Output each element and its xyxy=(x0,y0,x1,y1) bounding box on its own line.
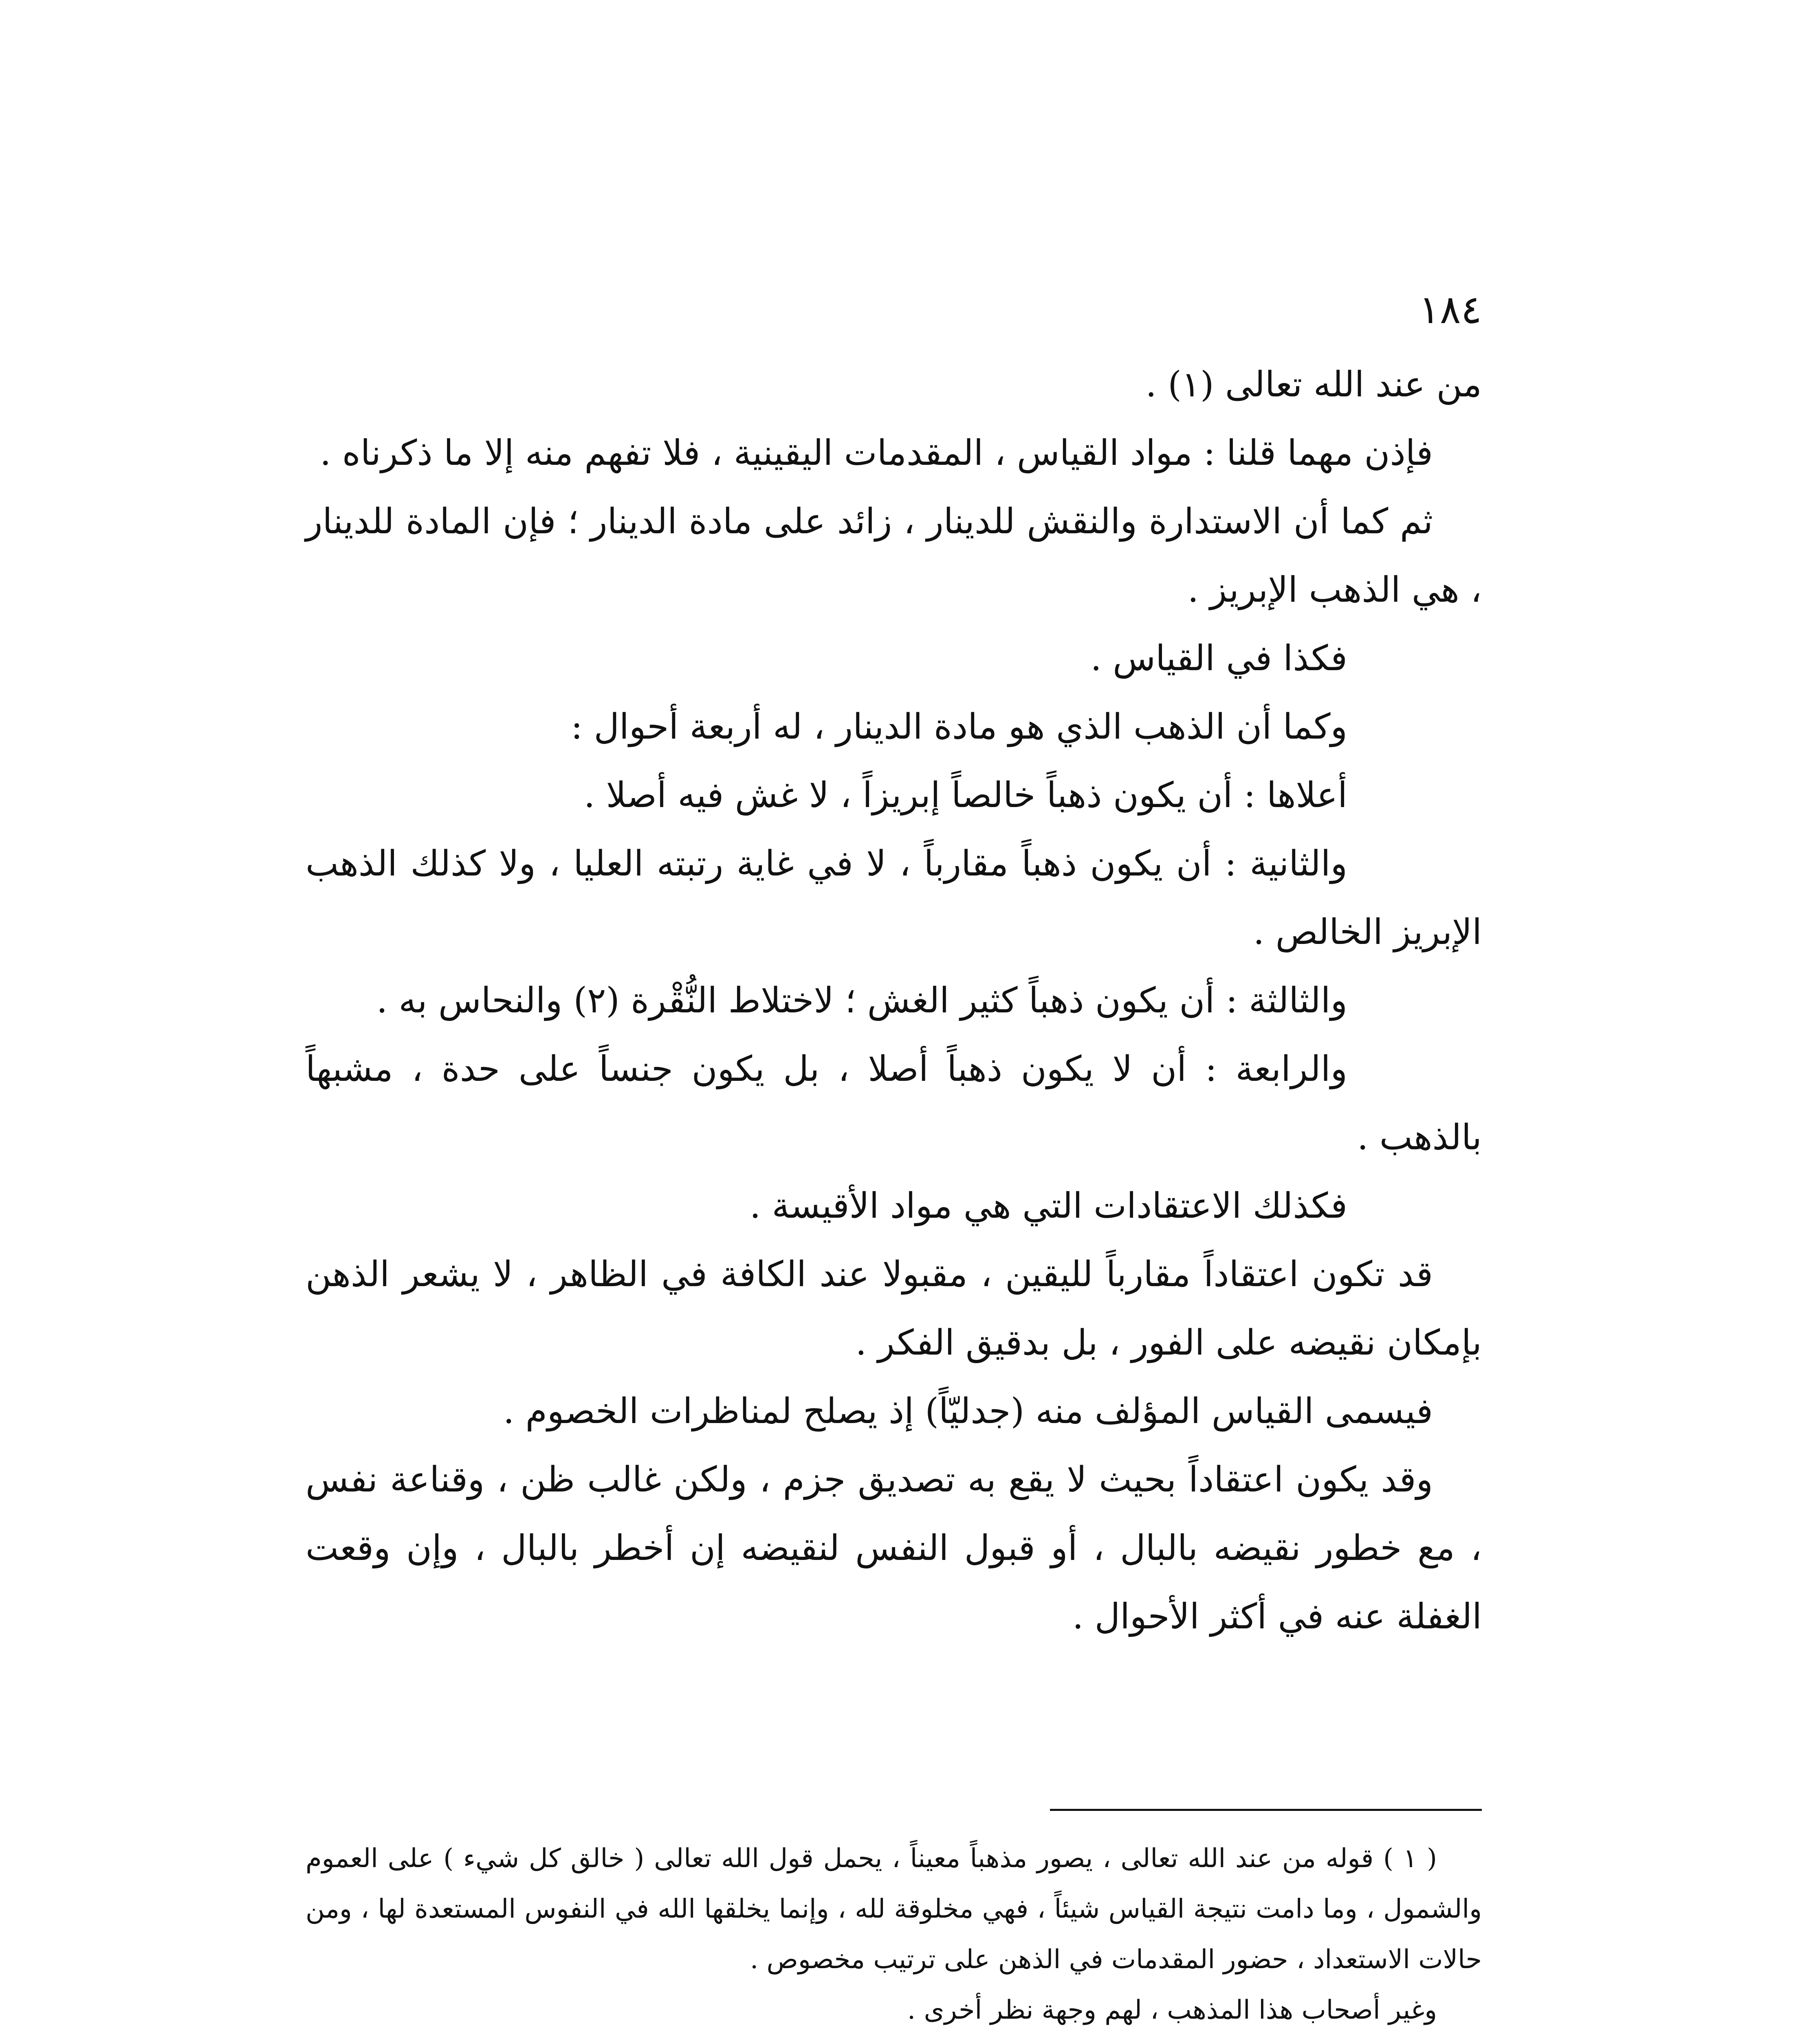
page-number: ١٨٤ xyxy=(1419,287,1482,332)
paragraph-1: من عند الله تعالى (١) . xyxy=(1145,364,1482,405)
paragraph-11: قد تكون اعتقاداً مقارباً لليقين ، مقبولا عند الكافة في الظاهر ، لا يشعر الذهن بإمكان نقيضه على الفور ، بل بدقيق الفكر . xyxy=(306,1254,1482,1363)
paragraph-5: وكما أن الذهب الذي هو مادة الدينار ، له أربعة أحوال : xyxy=(571,706,1347,747)
footnote-divider xyxy=(1050,1809,1482,1811)
paragraph-12: فيسمى القياس المؤلف منه (جدليّاً) إذ يصلح لمناظرات الخصوم . xyxy=(503,1391,1433,1432)
main-text xyxy=(306,350,1482,1651)
paragraph-6: أعلاها : أن يكون ذهباً خالصاً إبريزاً ، لا غش فيه أصلا . xyxy=(583,775,1347,816)
paragraph-7: والثانية : أن يكون ذهباً مقارباً ، لا في غاية رتبته العليا ، ولا كذلك الذهب الإبريز الخالص . xyxy=(306,843,1482,953)
footnote-1-note-b xyxy=(306,2035,1482,2037)
footnote-1-note-a: وغير أصحاب هذا المذهب ، لهم وجهة نظر أخرى . xyxy=(907,1995,1437,2025)
footnotes xyxy=(306,1833,1482,2037)
paragraph-3: ثم كما أن الاستدارة والنقش للدينار ، زائد على مادة الدينار ؛ فإن المادة للدينار ، هي الذهب الإبريز . xyxy=(306,501,1482,610)
paragraph-2: فإذن مهما قلنا : مواد القياس ، المقدمات اليقينية ، فلا تفهم منه إلا ما ذكرناه . xyxy=(320,433,1433,473)
paragraph-9: والرابعة : أن لا يكون ذهباً أصلا ، بل يكون جنساً على حدة ، مشبهاً بالذهب . xyxy=(306,1049,1482,1158)
paragraph-10: فكذلك الاعتقادات التي هي مواد الأقيسة . xyxy=(749,1186,1347,1226)
paragraph-4: فكذا في القياس . xyxy=(1090,638,1347,679)
footnote-1: ( ١ ) قوله من عند الله تعالى ، يصور مذهباً معيناً ، يحمل قول الله تعالى ( خالق كل شيء ) على العموم والشمول ، وما دامت نتيجة القياس شيئاً ، فهي مخلوقة لله ، وإنما يخلقها الله في النفوس المستعدة لها ، ومن حالات الاستعداد ، حضور المقدمات في الذهن على ترتيب مخصوص . xyxy=(306,1843,1482,1975)
paragraph-8: والثالثة : أن يكون ذهباً كثير الغش ؛ لاختلاط النُّقْرة (٢) والنحاس به . xyxy=(376,980,1347,1021)
paragraph-13: وقد يكون اعتقاداً بحيث لا يقع به تصديق جزم ، ولكن غالب ظن ، وقناعة نفس ، مع خطور نقيضه بالبال ، أو قبول النفس لنقيضه إن أخطر بالبال ، وإن وقعت الغفلة عنه في أكثر الأحوال . xyxy=(306,1459,1482,1637)
